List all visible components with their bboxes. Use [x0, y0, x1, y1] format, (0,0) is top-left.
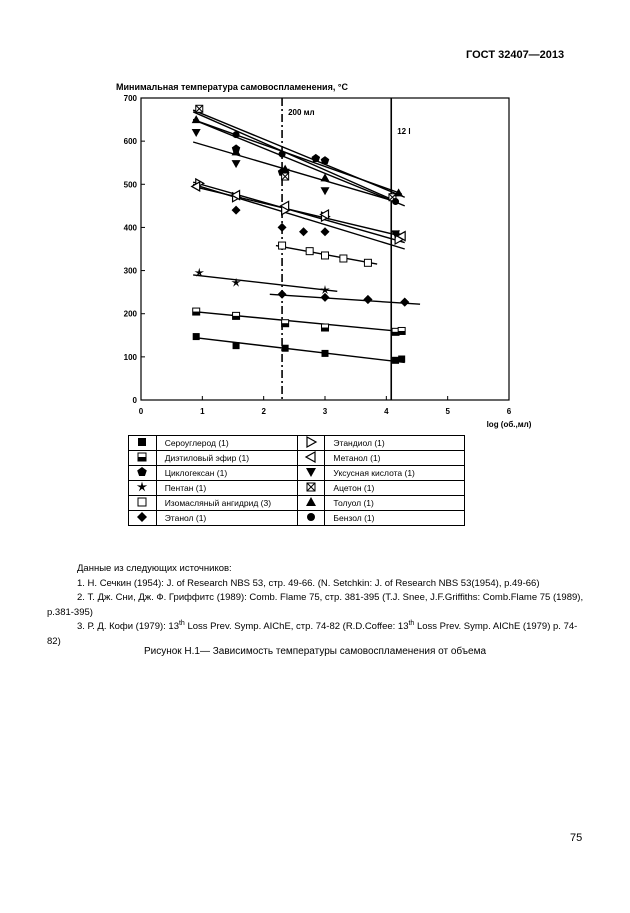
data-point: [138, 467, 148, 476]
data-point: [306, 468, 316, 477]
x-tick-label: 0: [138, 407, 144, 416]
legend-symbol: [129, 451, 157, 466]
legend-symbol: [129, 496, 157, 511]
data-point: [192, 129, 201, 137]
data-point: [312, 154, 321, 162]
data-point: [398, 356, 405, 363]
legend-label: Пентан (1): [156, 481, 297, 496]
x-tick-label: 3: [322, 407, 328, 416]
trend-line: [193, 337, 405, 362]
data-point: [278, 223, 287, 232]
data-point: [137, 482, 147, 492]
data-point: [363, 295, 372, 304]
page-number: 75: [570, 832, 583, 844]
y-tick-label: 200: [123, 309, 137, 319]
data-point: [398, 327, 405, 334]
legend-marker-icon: [135, 481, 149, 493]
legend-symbol: [129, 466, 157, 481]
legend-row: [129, 466, 465, 481]
data-point: [233, 312, 240, 319]
sources-intro: Данные из следующих источников:: [77, 563, 232, 574]
data-point: [193, 333, 200, 340]
data-point: [193, 308, 200, 315]
legend-label: Ацетон (1): [325, 481, 465, 496]
sources-block: [47, 562, 587, 649]
legend-label: Сероуглерод (1): [156, 436, 297, 451]
data-point: [340, 255, 347, 262]
y-tick-label: 300: [123, 266, 137, 276]
legend-symbol: [297, 481, 325, 496]
legend-symbol: [129, 511, 157, 526]
data-point: [282, 345, 289, 352]
data-point: [137, 512, 147, 522]
data-point: [196, 105, 203, 112]
legend-row: [129, 436, 465, 451]
trend-line: [270, 294, 420, 304]
source-ref-2: 2. Т. Дж. Сни, Дж. Ф. Гриффитс (1989): Comb. Flame 75, стр. 381-395 (T.J. Snee, J.F.Griffiths: Comb.Flame 75 (1989), p.381-395): [47, 592, 584, 618]
reference-label: 200 мл: [288, 108, 315, 117]
x-tick-label: 1: [200, 407, 205, 416]
x-axis-label: log (об.,мл): [486, 420, 532, 429]
legend-row: [129, 496, 465, 511]
legend-marker-icon: [304, 466, 318, 478]
legend-marker-icon: [135, 496, 149, 508]
data-point: [138, 453, 146, 461]
y-tick-label: 600: [123, 137, 137, 147]
legend-marker-icon: [304, 451, 318, 463]
legend-label: Изомасляный ангидрид (3): [156, 496, 297, 511]
legend-label: Толуол (1): [325, 496, 465, 511]
legend-marker-icon: [304, 481, 318, 493]
data-point: [232, 160, 241, 168]
standard-number: ГОСТ 32407—2013: [466, 49, 565, 61]
ignition-temperature-chart: [0, 0, 630, 440]
data-point: [306, 452, 315, 462]
legend-marker-icon: [135, 451, 149, 463]
data-point: [306, 497, 316, 506]
legend-label: Циклогексан (1): [156, 466, 297, 481]
legend-marker-icon: [304, 436, 318, 448]
chart-legend: [128, 435, 465, 526]
data-point: [364, 259, 371, 266]
legend-marker-icon: [135, 466, 149, 478]
data-point: [307, 483, 315, 491]
reference-label: 12 l: [397, 127, 411, 136]
legend-marker-icon: [304, 496, 318, 508]
data-point: [282, 320, 289, 327]
data-point: [392, 357, 399, 364]
data-point: [307, 437, 316, 447]
x-tick-label: 4: [384, 407, 389, 416]
data-point: [321, 187, 330, 195]
data-point: [192, 115, 201, 123]
y-tick-label: 400: [123, 223, 137, 233]
x-tick-label: 6: [506, 407, 512, 416]
trend-line: [193, 312, 405, 332]
data-point: [282, 173, 289, 180]
data-point: [400, 298, 409, 307]
legend-symbol: [297, 496, 325, 511]
data-point: [138, 498, 146, 506]
legend-label: Бензол (1): [325, 511, 465, 526]
trend-line: [193, 186, 405, 236]
data-point: [321, 227, 330, 236]
data-point: [138, 438, 146, 446]
data-point: [279, 242, 286, 249]
trend-line: [193, 112, 398, 203]
figure-caption: Рисунок Н.1— Зависимость температуры самовоспламенения от объема: [143, 646, 487, 657]
legend-label: Диэтиловый эфир (1): [156, 451, 297, 466]
data-point: [233, 131, 240, 138]
data-point: [278, 290, 287, 299]
data-point: [299, 227, 308, 236]
legend-symbol: [297, 436, 325, 451]
legend-row: [129, 481, 465, 496]
data-point: [307, 513, 315, 521]
y-tick-label: 500: [123, 180, 137, 190]
legend-marker-icon: [135, 511, 149, 523]
legend-symbol: [129, 481, 157, 496]
legend-row: [129, 511, 465, 526]
x-tick-label: 2: [261, 407, 266, 416]
source-ref-3: 3. Р. Д. Кофи (1979): 13th Loss Prev. Symp. AIChE, стр. 74-82 (R.D.Coffee: 13th Loss Prev. Symp. AIChE (1979) p. 74-82): [47, 619, 578, 647]
legend-marker-icon: [135, 436, 149, 448]
y-tick-label: 0: [132, 396, 137, 405]
data-point: [394, 188, 403, 196]
data-point: [279, 151, 286, 158]
data-point: [321, 293, 330, 302]
data-point: [233, 342, 240, 349]
data-point: [232, 206, 241, 215]
y-tick-label: 100: [123, 352, 137, 362]
data-point: [322, 252, 329, 259]
legend-label: Уксусная кислота (1): [325, 466, 465, 481]
legend-symbol: [297, 451, 325, 466]
legend-label: Метанол (1): [325, 451, 465, 466]
legend-symbol: [297, 511, 325, 526]
trend-line: [193, 275, 337, 291]
legend-label: Этандиол (1): [325, 436, 465, 451]
y-tick-label: 700: [123, 94, 137, 103]
trend-line: [193, 120, 405, 206]
x-tick-label: 5: [445, 407, 450, 416]
y-axis-label: Минимальная температура самовоспламенения, °С: [116, 82, 348, 92]
data-point: [322, 157, 329, 164]
data-point: [322, 324, 329, 331]
legend-symbol: [297, 466, 325, 481]
legend-marker-icon: [304, 511, 318, 523]
trend-line: [193, 120, 402, 194]
data-point: [306, 248, 313, 255]
data-point: [392, 198, 399, 205]
legend-label: Этанол (1): [156, 511, 297, 526]
source-ref-1: 1. Н. Сечкин (1954): J. of Research NBS 53, стр. 49-66. (N. Setchkin: J. of Research NBS 53(1954), p.49-66): [77, 577, 540, 589]
legend-row: [129, 451, 465, 466]
legend-symbol: [129, 436, 157, 451]
data-point: [322, 350, 329, 357]
